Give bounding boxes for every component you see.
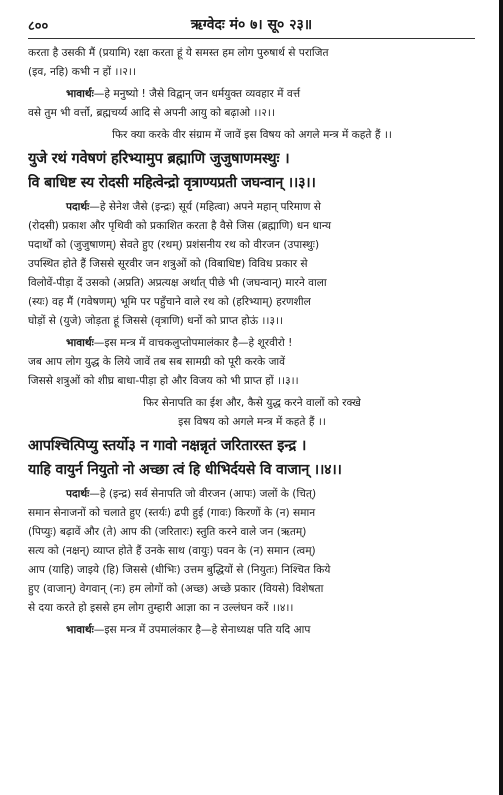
- intro-line: इस विषय को अगले मन्त्र में कहते हैं ।।: [178, 416, 326, 428]
- text-line: (स्यः) वह मैं (गवेषणम्) भूमि पर पहुँचाने वाले रथ को (हरिभ्याम्) हरणशील: [28, 296, 311, 308]
- mantra-line: याहि वायुर्न नियुतो नो अच्छा त्वं हि धीभिर्दयसे वि वाजान् ।।४।।: [28, 462, 342, 478]
- page-header: [28, 14, 475, 38]
- text-line: हुए (वाजान्) वेगवान् (नः) हम लोगों को (अच्छ) अच्छे प्रकार (वियसे) विशेषता: [28, 583, 324, 595]
- text-line: से दया करते हो इससे हम लोग तुम्हारी आज्ञा का न उल्लंघन करें ।।४।।: [28, 602, 294, 614]
- bhavarth-label: भावार्थः: [66, 337, 94, 349]
- intro-line: फिर सेनापति का ईश और, कैसे युद्ध करने वालों को रक्खे: [143, 397, 361, 409]
- bhavarth-line: [28, 334, 476, 353]
- text-line: (इव, नहि) कभी न हों ।।२।।: [28, 66, 136, 78]
- bhavarth-label: भावार्थः: [66, 88, 94, 100]
- mantra-line: आपश्चित्पिप्यु स्तर्यो३ न गावो नक्षन्नृतं जरितारस्त इन्द्र ।: [28, 437, 307, 454]
- text-line: समान सेनाजनों को चलाते हुए (स्तर्यः) ढपी हुई (गावः) किरणों के (न) समान: [28, 507, 316, 519]
- mantra-line: युजे रथं गवेषणं हरिभ्यामुप ब्रह्माणि जुजुषाणमस्थुः ।: [28, 150, 290, 167]
- text-line: करता है उसकी मैं (प्रयामि) रक्षा करता हूं ये समस्त हम लोग पुरुषार्थ से पराजित: [28, 47, 329, 59]
- bhavarth-text: —इस मन्त्र में उपमालंकार है—हे सेनाध्यक्ष पति यदि आप: [93, 624, 311, 636]
- padarth-text: —हे सेनेश जैसे (इन्द्रः) सूर्य (महित्वा) अपने महान् परिमाण से: [89, 201, 321, 213]
- text-line: जिससे शत्रुओं को शीघ्र बाधा-पीड़ा हो और विजय को भी प्राप्त हों ।।३।।: [28, 375, 299, 387]
- header-rule: [28, 38, 475, 39]
- bhavarth-text: —हे मनुष्यो ! जैसे विद्वान् जन धर्मयुक्त व्यवहार में वर्त्त: [93, 88, 301, 100]
- intro-line: फिर क्या करके वीर संग्राम में जावें इस विषय को अगले मन्त्र में कहते हैं ।।: [112, 129, 392, 141]
- padarth-line: [28, 198, 476, 217]
- bhavarth-line: [28, 621, 476, 640]
- bhavarth-label: भावार्थः: [66, 624, 94, 636]
- text-line: घोड़ों से (युजे) जोड़ता हूं जिससे (वृत्राणि) धनों को प्राप्त होऊं ।।३।।: [28, 315, 283, 327]
- text-line: सत्य को (नक्षन्) व्याप्त होते हैं उनके साथ (वायुः) पवन के (न) समान (त्वम्): [28, 545, 316, 557]
- text-line: (पिप्युः) बढ़ावें और (ते) आप की (जरितारः) स्तुति करने वाले जन (ऋतम्): [28, 526, 307, 538]
- text-line: जब आप लोग युद्ध के लिये जावें तब सब सामग्री को पूरी करके जावें: [28, 356, 286, 368]
- padarth-label: पदार्थः: [66, 488, 90, 500]
- bhavarth-line: [28, 85, 476, 104]
- page-edge: [499, 0, 503, 795]
- padarth-text: —हे (इन्द्र) सर्व सेनापति जो वीरजन (आपः) जलों के (चित्): [89, 488, 317, 500]
- page-body: [28, 44, 476, 640]
- text-line: विलोवें-पीड़ा दें उसको (अप्रति) अप्रत्यक्ष अर्थात् पीछे भी (जघन्वान्) मारने वाला: [28, 277, 327, 289]
- text-line: (रोदसी) प्रकाश और पृथिवी को प्रकाशित करता है वैसे जिस (ब्रह्माणि) धन धान्य: [28, 220, 332, 232]
- padarth-line: [28, 485, 476, 504]
- text-line: वसे तुम भी वर्त्तो, ब्रह्मचर्य्य आदि से अपनी आयु को बढ़ाओ ।।२।।: [28, 107, 275, 119]
- bhavarth-text: —इस मन्त्र में वाचकलुप्तोपमालंकार है—हे शूरवीरो !: [93, 337, 293, 349]
- text-line: पदार्थों को (जुजुषाणम्) सेवते हुए (रथम्) प्रशंसनीय रथ को वीरजन (उपास्थुः): [28, 239, 320, 251]
- text-line: आप (याहि) जाइये (हि) जिससे (धीभिः) उत्तम बुद्धियों से (नियुतः) निश्चित किये: [28, 564, 331, 576]
- text-line: उपस्थित होते हैं जिससे सूरवीर जन शत्रुओं को (विबाधिष्ट) विविध प्रकार से: [28, 258, 308, 270]
- running-title: ऋग्वेदः मं० ७। सू० २३॥: [190, 17, 313, 33]
- page-number: ८००: [28, 19, 49, 34]
- padarth-label: पदार्थः: [66, 201, 90, 213]
- mantra-line: वि बाधिष्ट स्य रोदसी महित्वेन्द्रो वृत्राण्यप्रती जघन्वान् ।।३।।: [28, 175, 316, 191]
